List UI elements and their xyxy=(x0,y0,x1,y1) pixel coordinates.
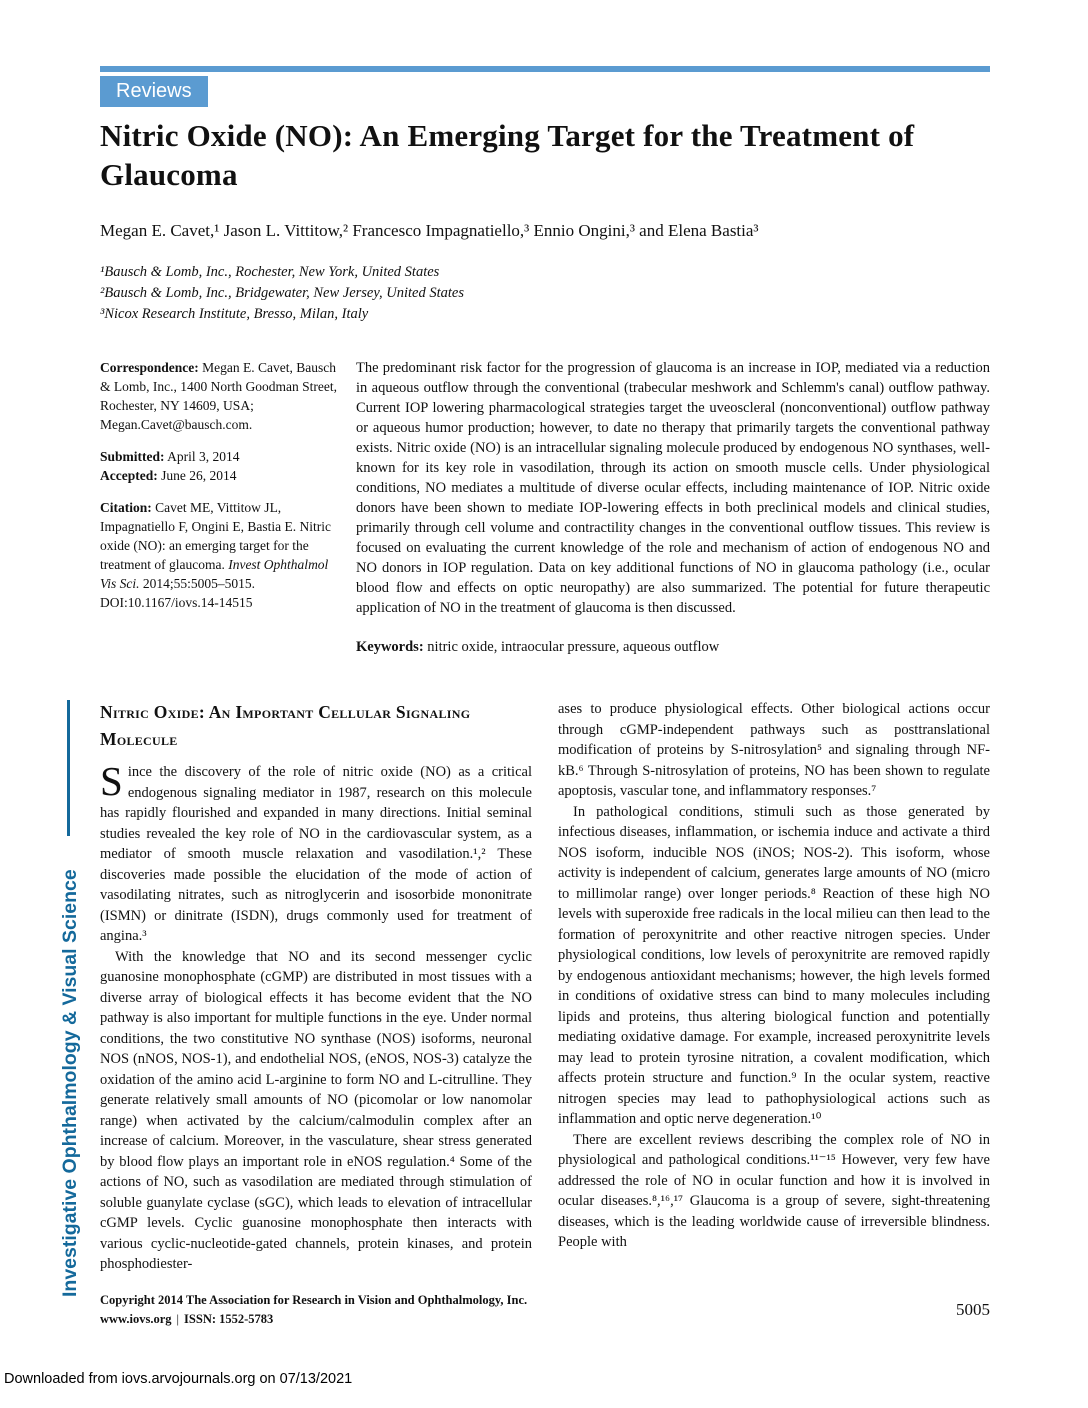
journal-site: www.iovs.org xyxy=(100,1312,172,1326)
section-badge: Reviews xyxy=(100,76,208,107)
journal-name-vertical: Investigative Ophthalmology & Visual Science xyxy=(59,869,81,1297)
submitted-date: April 3, 2014 xyxy=(167,449,240,464)
sidebar-rule xyxy=(67,700,70,836)
keywords-text: nitric oxide, intraocular pressure, aqueous outflow xyxy=(427,639,720,655)
body-column-left xyxy=(100,699,532,1275)
journal-issn: ISSN: 1552-5783 xyxy=(184,1312,274,1326)
body-paragraph: With the knowledge that NO and its second messenger cyclic guanosine monophosphate (cGMP) are distributed in most tissues with a diverse array of biological effects it has become evident that the NO pathway is also important for multiple functions in the eye. Under normal conditions, the two constitutive NO synthase (NOS) isoforms, neuronal NOS (nNOS, NOS-1), and endothelial NOS, (eNOS, NOS-3) catalyze the oxidation of the amino acid L-arginine to form NO and L-citrulline. They generate relatively small amounts of NO (picomolar or low nanomolar range) when activated by the calcium/calmodulin complex after an increase of calcium. Moreover, in the vasculature, shear stress generated by blood flow plays an important role in eNOS regulation.⁴ Some of the actions of NO, such as vasodilation are mediated through stimulation of soluble guanylate cyclase (sGC), which leads to elevation of intracellular cGMP levels. Cyclic guanosine monophosphate then interacts with various cyclic-nucleotide-gated channels, protein kinases, and protein phosphodiester- xyxy=(100,948,532,1272)
body-column-right xyxy=(558,699,990,1275)
drop-cap: S xyxy=(100,758,123,804)
citation-pages: 2014;55:5005–5015. DOI:10.1167/iovs.14-14515 xyxy=(100,576,256,610)
accepted-label: Accepted: xyxy=(100,468,158,483)
body-columns xyxy=(100,699,990,1275)
journal-info-line xyxy=(100,1310,990,1329)
article-header-columns xyxy=(100,358,990,657)
page-title: Nitric Oxide (NO): An Emerging Target for the Treatment of Glaucoma xyxy=(100,118,915,193)
header-rule xyxy=(100,66,990,72)
page-footer xyxy=(100,1291,990,1329)
correspondence-label: Correspondence: xyxy=(100,360,199,375)
author-line: Megan E. Cavet,¹ Jason L. Vittitow,² Francesco Impagnatiello,³ Ennio Ongini,³ and Elena Bastia³ xyxy=(100,221,759,240)
correspondence-block xyxy=(100,358,340,434)
page-number: 5005 xyxy=(956,1300,990,1319)
keywords-label: Keywords: xyxy=(356,639,424,655)
footer-separator: | xyxy=(176,1312,180,1326)
keywords-line xyxy=(356,637,990,657)
citation-text: Cavet ME, Vittitow JL, Impagnatiello F, Ongini E, Bastia E. Nitric oxide (NO): an emerging target for the treatment of glaucoma. xyxy=(100,500,332,572)
citation-journal: Invest Ophthalmol Vis Sci. xyxy=(100,557,329,591)
body-paragraph: There are excellent reviews describing the complex role of NO in physiological and pathological conditions.¹¹⁻¹⁵ However, very few have addressed the role of NO in ocular function and how it is involved in ocular diseases.⁸,¹⁶,¹⁷ Glaucoma is a group of severe, sight-threatening diseases, which is the leading worldwide cause of irreversible blindness. People with xyxy=(558,1131,990,1250)
accepted-date: June 26, 2014 xyxy=(161,468,237,483)
correspondence-text: Megan E. Cavet, Bausch & Lomb, Inc., 1400 North Goodman Street, Rochester, NY 14609, USA; Megan.Cavet@bausch.com. xyxy=(100,360,337,432)
affiliation-item: ²Bausch & Lomb, Inc., Bridgewater, New Jersey, United States xyxy=(100,285,464,301)
body-paragraph: In pathological conditions, stimuli such as those generated by infectious diseases, inflammation, or ischemia induce and activate a third NOS isoform, inducible NOS (iNOS; NOS-2). This isoform, whose activity is independent of calcium, generates large amounts of NO (micro to millimolar range) over longer periods.⁸ Reaction of these high NO levels with superoxide free radicals in the local milieu can then lead to the formation of peroxynitrite and other reactive nitrogen species. Under physiological conditions, low levels of peroxynitrite are removed rapidly by endogenous antioxidant mechanisms; however, the high levels formed in conditions of oxidative stress can bind to many molecules including lipids and proteins, thus altering biological function and potentially mediating oxidative damage. For example, increased peroxynitrite levels may lead to protein tyrosine nitration, a covalent modification, which affects protein structure and function.⁹ In the ocular system, reactive nitrogen species may lead to pathophysiological actions such as inflammation and optic nerve degeneration.¹⁰ xyxy=(558,803,990,1127)
accepted-block xyxy=(100,466,340,485)
body-paragraph xyxy=(100,758,532,947)
citation-block xyxy=(100,498,340,612)
download-stamp: Downloaded from iovs.arvojournals.org on 07/13/2021 xyxy=(4,1371,353,1387)
citation-label: Citation: xyxy=(100,500,152,515)
affiliations-block xyxy=(100,262,990,325)
body-paragraph: ases to produce physiological effects. Other biological actions occur through cGMP-independent pathways such as posttranslational modification of proteins by S-nitrosylation⁵ and signaling through NF-kB.⁶ Through S-nitrosylation of proteins, NO has been shown to regulate apoptosis, vascular tone, and inflammatory responses.⁷ xyxy=(558,701,990,799)
submitted-label: Submitted: xyxy=(100,449,165,464)
affiliation-item: ¹Bausch & Lomb, Inc., Rochester, New York, United States xyxy=(100,264,440,280)
paragraph-text: ince the discovery of the role of nitric oxide (NO) as a critical endogenous signaling mediator in 1987, research on this molecule has rapidly flourished and expanded in many directions. Initial seminal studies revealed the key role of NO in the cardiovascular system, as a mediator of smooth muscle relaxation and vasodilation.¹,² These discoveries made possible the elucidation of the mode of action of vasodilating nitrates, such as nitroglycerin and isosorbide mononitrate (ISMN) or dinitrate (ISDN), drugs commonly used for treatment of angina.³ xyxy=(100,764,532,944)
affiliation-item: ³Nicox Research Institute, Bresso, Milan, Italy xyxy=(100,306,369,322)
section-heading: Nitric Oxide: An Important Cellular Signaling Molecule xyxy=(100,702,471,749)
abstract-text: The predominant risk factor for the progression of glaucoma is an increase in IOP, mediated via a reduction in aqueous outflow through the conventional (trabecular meshwork and Schlemm's canal) outflow pathway. Current IOP lowering pharmacological strategies target the uveoscleral (nonconventional) outflow pathway or aqueous humor production; however, to date no therapy that primarily targets the conventional pathway exists. Nitric oxide (NO) is an intracellular signaling molecule produced by endogenous NO synthases, well-known for its key role in vasodilation, through its action on smooth muscle cells. Under physiological conditions, NO mediates a multitude of diverse ocular effects, including maintenance of IOP. Nitric oxide donors have been shown to mediate IOP-lowering effects in both preclinical models and clinical studies, primarily through cell volume and contractility changes in the conventional outflow tissues. This review is focused on evaluating the current knowledge of the role and mechanism of action of endogenous NO and NO donors in IOP regulation. Data on key additional functions of NO in glaucoma pathology (i.e., ocular blood flow and effects on optic neuropathy) are also summarized. The potential for future therapeutic application of NO in the treatment of glaucoma is then discussed. xyxy=(356,360,990,616)
submitted-block xyxy=(100,447,340,466)
abstract-column xyxy=(356,358,990,657)
correspondence-column xyxy=(100,358,340,657)
copyright-line: Copyright 2014 The Association for Research in Vision and Ophthalmology, Inc. xyxy=(100,1293,528,1307)
